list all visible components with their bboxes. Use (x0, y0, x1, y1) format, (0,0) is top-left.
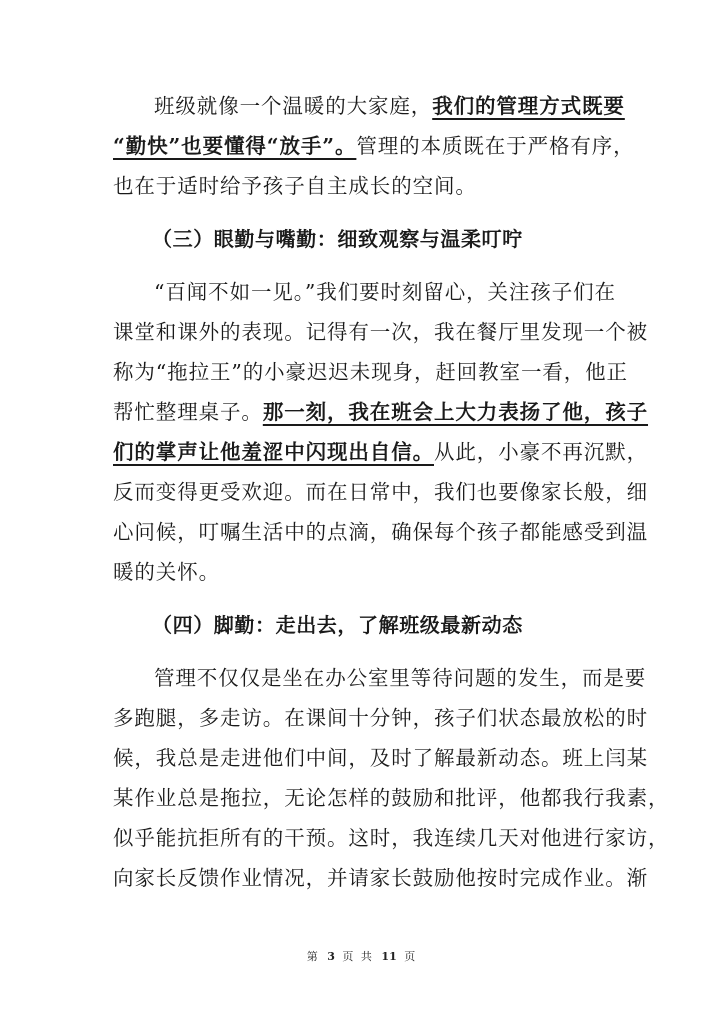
paragraph-line: 暖的关怀。 (113, 560, 220, 584)
paragraph-line (154, 91, 625, 121)
paragraph-line: 称为“拖拉王”的小豪迟迟未现身，赶回教室一看，他正 (113, 360, 628, 384)
total-pages: 11 (381, 950, 397, 963)
paragraph-line: 某作业总是拖拉，无论怎样的鼓励和批评，他都我行我素， (113, 786, 670, 810)
paragraph-line: 反而变得更受欢迎。而在日常中，我们也要像家长般，细 (113, 480, 648, 504)
page-number: 3 (327, 950, 335, 963)
section-heading: （四）脚勤：走出去，了解班级最新动态 (152, 613, 523, 637)
footer-prefix: 第 (306, 950, 320, 963)
paragraph-line: 多跑腿，多走访。在课间十分钟，孩子们状态最放松的时 (113, 706, 648, 730)
footer-middle: 页 共 (342, 950, 374, 963)
paragraph-line: “百闻不如一见。”我们要时刻留心，关注孩子们在 (154, 280, 616, 304)
text-run: 班级就像一个温暖的大家庭， (154, 94, 433, 118)
highlighted-text: 我们的管理方式既要 (432, 94, 625, 118)
page-footer (0, 948, 724, 964)
section-heading: （三）眼勤与嘴勤：细致观察与温柔叮咛 (152, 227, 523, 251)
paragraph-line: 管理不仅仅是坐在办公室里等待问题的发生，而是要 (154, 666, 647, 690)
paragraph-line: 候，我总是走进他们中间，及时了解最新动态。班上闫某 (113, 746, 648, 770)
text-run: 管理的本质既在于严格有序， (356, 134, 635, 158)
paragraph-line: 似乎能抗拒所有的干预。这时，我连续几天对他进行家访， (113, 826, 670, 850)
text-run: 帮忙整理桌子。 (113, 400, 263, 424)
highlighted-text: “勤快”也要懂得“放手”。 (113, 134, 357, 158)
highlighted-text: 们的掌声让他羞涩中闪现出自信。 (113, 440, 434, 464)
highlighted-text: 那一刻，我在班会上大力表扬了他，孩子 (262, 400, 649, 424)
paragraph-line: 也在于适时给予孩子自主成长的空间。 (113, 174, 477, 198)
paragraph-line: 课堂和课外的表现。记得有一次，我在餐厅里发现一个被 (113, 320, 648, 344)
text-run: 从此，小豪不再沉默， (434, 440, 648, 464)
paragraph-line (113, 397, 648, 427)
paragraph-line (113, 131, 635, 161)
paragraph-line (113, 437, 648, 467)
paragraph-line: 向家长反馈作业情况，并请家长鼓励他按时完成作业。渐 (113, 866, 648, 890)
footer-suffix: 页 (404, 950, 418, 963)
paragraph-line: 心问候，叮嘱生活中的点滴，确保每个孩子都能感受到温 (113, 520, 648, 544)
